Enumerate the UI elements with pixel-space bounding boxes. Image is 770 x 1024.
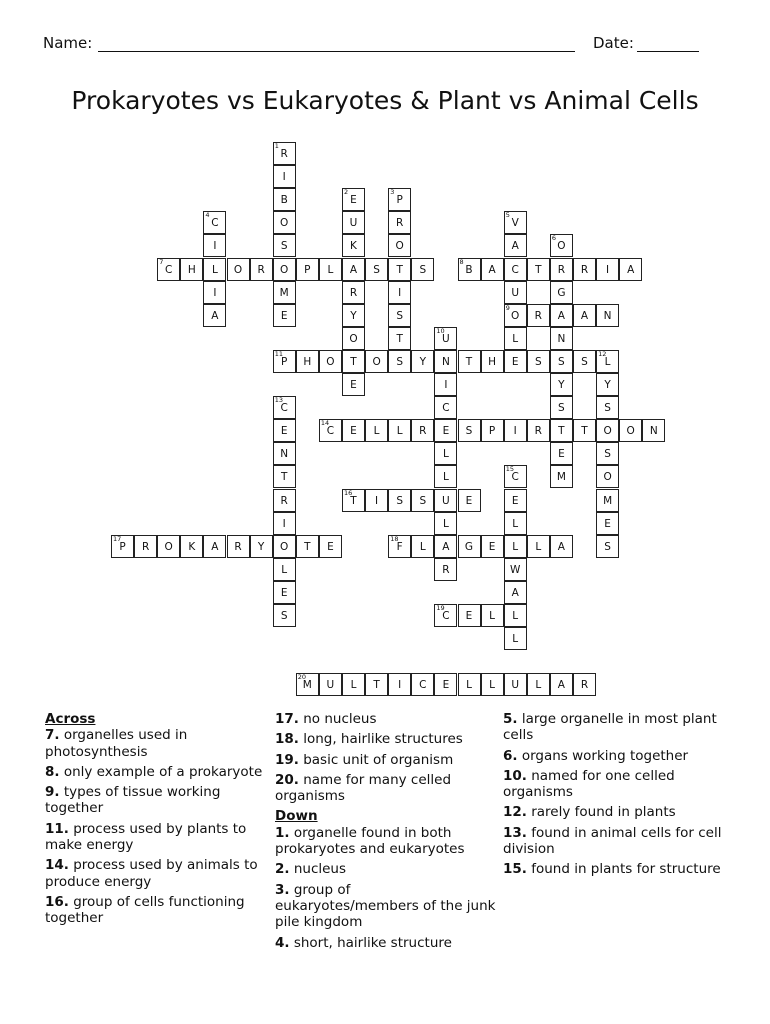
cell-letter: K bbox=[350, 240, 357, 253]
down-clue bbox=[275, 861, 497, 877]
cell-letter: E bbox=[280, 309, 288, 322]
cell-letter: S bbox=[396, 494, 404, 507]
clue-number-label: 13. bbox=[503, 824, 527, 841]
cell-letter: E bbox=[465, 610, 473, 622]
clue-number: 13 bbox=[274, 396, 283, 405]
across-clue bbox=[45, 764, 265, 780]
clue-number-label: 17. bbox=[275, 711, 299, 727]
clue-number-label: 10. bbox=[503, 767, 527, 784]
cell-letter: A bbox=[488, 263, 496, 276]
cell-letter: O bbox=[603, 471, 612, 484]
across-clue bbox=[275, 752, 497, 768]
cell-letter: F bbox=[396, 540, 403, 553]
cell-letter: I bbox=[375, 494, 379, 507]
cell-letter: E bbox=[327, 540, 334, 553]
clue-number-label: 6. bbox=[503, 747, 518, 764]
clue-number: 5 bbox=[505, 211, 510, 220]
cell-letter: L bbox=[512, 633, 519, 646]
cell-letter: C bbox=[511, 471, 519, 484]
clue-text: nucleus bbox=[293, 861, 347, 878]
clue-number: 19 bbox=[436, 604, 445, 612]
cell-letter: R bbox=[557, 263, 566, 276]
cell-letter: C bbox=[211, 217, 219, 230]
clue-text: organelles used in photosynthesis bbox=[45, 727, 188, 760]
cell-letter: O bbox=[233, 263, 243, 276]
clue-number: 7 bbox=[159, 257, 164, 266]
clue-text: found in animal cells for cell division bbox=[503, 824, 722, 858]
clue-text: process used by plants to make energy bbox=[45, 820, 247, 854]
cell-letter: S bbox=[558, 355, 565, 368]
clue-number-label: 9. bbox=[45, 784, 60, 801]
clues-column-3 bbox=[503, 711, 725, 882]
cell-letter: S bbox=[396, 309, 404, 322]
cell-letter: E bbox=[280, 425, 288, 438]
cell-letter: L bbox=[512, 540, 519, 553]
cell-letter: E bbox=[488, 540, 496, 553]
across-clue bbox=[275, 711, 497, 727]
clue-text: organelle found in both prokaryotes and eukaryotes bbox=[275, 824, 465, 858]
cell-letter: R bbox=[257, 263, 265, 276]
cell-letter: T bbox=[465, 355, 473, 368]
cell-letter: U bbox=[326, 679, 335, 692]
clue-number: 16 bbox=[344, 488, 353, 497]
clue-number-label: 14. bbox=[45, 857, 69, 874]
cell-letter: Y bbox=[350, 309, 357, 322]
cell-letter: E bbox=[442, 425, 450, 438]
cell-letter: Y bbox=[257, 540, 265, 553]
cell-letter: S bbox=[373, 263, 380, 276]
cell-letter: P bbox=[396, 194, 403, 207]
cell-letter: C bbox=[326, 425, 335, 438]
cell-letter: S bbox=[581, 355, 588, 368]
cell-letter: O bbox=[280, 263, 289, 276]
clue-number: 8 bbox=[459, 257, 464, 266]
down-clue bbox=[503, 804, 725, 820]
clue-text: named for one celled organisms bbox=[503, 767, 675, 801]
clue-number: 4 bbox=[205, 211, 210, 220]
cell-letter: E bbox=[280, 586, 288, 599]
clue-number: 15 bbox=[505, 465, 514, 474]
across-clue bbox=[275, 772, 497, 805]
cell-letter: L bbox=[466, 679, 472, 692]
cell-letter: E bbox=[604, 517, 611, 530]
cell-letter: W bbox=[509, 563, 521, 576]
cell-letter: I bbox=[606, 263, 610, 276]
cell-letter: T bbox=[373, 679, 380, 692]
clue-text: long, hairlike structures bbox=[303, 731, 463, 748]
cell-letter: Y bbox=[558, 379, 565, 391]
cell-letter: A bbox=[442, 540, 450, 553]
cell-letter: S bbox=[604, 540, 611, 553]
clue-number-label: 7. bbox=[45, 727, 60, 744]
clue-number: 12 bbox=[598, 349, 607, 358]
cell-letter: I bbox=[398, 286, 402, 299]
cell-letter: A bbox=[627, 263, 635, 276]
cell-letter: N bbox=[649, 425, 658, 438]
clue-text: found in plants for structure bbox=[531, 861, 721, 878]
cell-letter: C bbox=[442, 610, 450, 622]
cell-letter: U bbox=[442, 494, 450, 507]
cell-letter: C bbox=[165, 263, 173, 276]
cell-letter: R bbox=[442, 563, 450, 576]
across-clue bbox=[45, 894, 265, 927]
cell-letter: I bbox=[444, 379, 448, 391]
cell-letter: G bbox=[464, 540, 474, 553]
clue-text: process used by animals to produce energy bbox=[45, 857, 258, 890]
cell-letter: R bbox=[580, 679, 589, 692]
cell-letter: L bbox=[489, 610, 496, 622]
cell-letter: O bbox=[280, 217, 289, 230]
cell-letter: S bbox=[280, 610, 288, 622]
cell-letter: L bbox=[396, 425, 403, 438]
clue-number: 20 bbox=[297, 673, 307, 682]
cell-letter: I bbox=[513, 425, 517, 438]
cell-letter: U bbox=[442, 332, 450, 345]
down-clue bbox=[275, 935, 497, 951]
cell-letter: T bbox=[558, 425, 565, 438]
clue-number: 2 bbox=[344, 188, 349, 197]
cell-letter: L bbox=[442, 448, 449, 461]
across-clue bbox=[45, 784, 265, 817]
down-clue bbox=[503, 711, 725, 744]
cell-letter: R bbox=[580, 263, 589, 276]
cell-letter: A bbox=[349, 263, 358, 276]
cell-letter: S bbox=[604, 448, 611, 461]
cell-letter: R bbox=[141, 540, 150, 553]
cell-letter: R bbox=[534, 309, 542, 322]
cell-letter: S bbox=[280, 240, 288, 253]
clue-number: 9 bbox=[505, 303, 510, 312]
cell-letter: L bbox=[604, 355, 611, 368]
clue-number: 1 bbox=[274, 142, 279, 150]
cell-letter: R bbox=[396, 217, 404, 230]
cell-letter: E bbox=[350, 379, 357, 391]
cell-letter: M bbox=[302, 679, 312, 692]
clue-number-label: 20. bbox=[275, 771, 299, 788]
cell-letter: E bbox=[511, 494, 519, 507]
cell-letter: N bbox=[603, 309, 612, 322]
clue-text: short, hairlike structure bbox=[293, 934, 452, 951]
cell-letter: T bbox=[396, 332, 403, 345]
cell-letter: A bbox=[557, 540, 565, 553]
cell-letter: H bbox=[303, 355, 312, 368]
cell-letter: L bbox=[373, 425, 380, 438]
clue-text: group of eukaryotes/members of the junk pile kingdom bbox=[275, 881, 496, 931]
cell-letter: L bbox=[512, 517, 519, 530]
cell-letter: P bbox=[119, 540, 126, 553]
cell-letter: A bbox=[580, 309, 589, 322]
cell-letter: E bbox=[465, 494, 473, 507]
across-clue bbox=[45, 821, 265, 854]
cell-letter: E bbox=[442, 679, 450, 692]
clue-text: no nucleus bbox=[303, 711, 377, 727]
cell-letter: I bbox=[282, 171, 286, 184]
clue-number-label: 15. bbox=[503, 861, 527, 878]
cell-letter: S bbox=[465, 425, 473, 438]
cell-letter: L bbox=[512, 610, 519, 622]
across-clue-list-1 bbox=[45, 727, 265, 926]
cell-letter: C bbox=[442, 402, 450, 415]
cell-letter: E bbox=[558, 448, 565, 461]
cell-letter: S bbox=[419, 263, 427, 276]
cell-letter: L bbox=[327, 263, 334, 276]
cell-letter: O bbox=[603, 425, 612, 438]
cell-letter: O bbox=[626, 425, 635, 438]
cell-letter: P bbox=[488, 425, 496, 438]
cell-letter: O bbox=[557, 240, 566, 253]
cell-letter: Y bbox=[604, 379, 611, 391]
cell-letter: A bbox=[211, 540, 219, 553]
cell-letter: Y bbox=[419, 355, 426, 368]
cell-letter: A bbox=[557, 309, 565, 322]
clue-text: large organelle in most plant cells bbox=[503, 711, 717, 744]
cell-letter: T bbox=[350, 355, 357, 368]
down-clue bbox=[503, 861, 725, 877]
cell-letter: C bbox=[511, 263, 519, 276]
down-clue bbox=[275, 825, 497, 858]
clues-column-1 bbox=[45, 711, 265, 931]
cell-letter: S bbox=[558, 402, 565, 415]
cell-letter: P bbox=[281, 355, 288, 368]
cell-letter: B bbox=[465, 263, 473, 276]
cell-letter: M bbox=[556, 471, 566, 484]
cell-letter: V bbox=[511, 217, 519, 230]
cell-letter: R bbox=[419, 425, 427, 438]
cell-letter: L bbox=[442, 471, 449, 484]
clue-number: 17 bbox=[113, 534, 122, 543]
cell-letter: K bbox=[188, 540, 196, 553]
cell-letter: R bbox=[280, 494, 288, 507]
cell-letter: L bbox=[535, 679, 542, 692]
down-clue bbox=[275, 882, 497, 931]
cell-letter: O bbox=[326, 355, 335, 368]
clue-number-label: 3. bbox=[275, 881, 290, 898]
cell-letter: E bbox=[350, 425, 357, 438]
cell-letter: S bbox=[396, 355, 404, 368]
cell-letter: E bbox=[350, 194, 357, 207]
cell-letter: N bbox=[280, 448, 289, 461]
clue-text: types of tissue working together bbox=[45, 784, 221, 817]
cell-letter: U bbox=[349, 217, 358, 230]
clue-number: 18 bbox=[390, 534, 399, 543]
cell-letter: A bbox=[211, 309, 219, 322]
cell-letter: L bbox=[281, 563, 288, 576]
across-clue bbox=[45, 857, 265, 890]
clue-number-label: 8. bbox=[45, 763, 60, 780]
down-clue bbox=[503, 825, 725, 858]
clue-number-label: 2. bbox=[275, 861, 290, 878]
cell-letter: C bbox=[280, 402, 288, 415]
clue-text: rarely found in plants bbox=[531, 804, 676, 821]
down-heading: Down bbox=[275, 808, 318, 825]
cell-letter: A bbox=[511, 586, 519, 599]
cell-letter: L bbox=[489, 679, 496, 692]
cell-letter: T bbox=[304, 540, 311, 553]
cell-letter: R bbox=[234, 540, 242, 553]
cell-letter: T bbox=[350, 494, 357, 507]
cell-letter: O bbox=[349, 332, 358, 345]
clue-text: organs working together bbox=[521, 747, 689, 764]
down-clue bbox=[503, 768, 725, 801]
cell-letter: T bbox=[535, 263, 542, 276]
clue-number: 3 bbox=[390, 188, 395, 197]
cell-letter: I bbox=[213, 240, 217, 253]
clue-text: basic unit of organism bbox=[303, 751, 454, 768]
cell-letter: B bbox=[280, 194, 288, 207]
cell-letter: G bbox=[557, 286, 566, 299]
cell-letter: H bbox=[488, 355, 497, 368]
clue-number-label: 12. bbox=[503, 804, 527, 821]
cell-letter: L bbox=[350, 679, 357, 692]
down-clue-list-1 bbox=[275, 825, 497, 951]
cell-letter: M bbox=[603, 494, 613, 507]
cell-letter: U bbox=[511, 286, 520, 299]
cell-letter: A bbox=[557, 679, 565, 692]
cell-letter: L bbox=[442, 517, 449, 530]
cell-letter: L bbox=[211, 263, 218, 276]
clue-text: group of cells functioning together bbox=[45, 893, 245, 927]
clue-number: 10 bbox=[436, 326, 445, 335]
cell-letter: H bbox=[187, 263, 196, 276]
clue-number-label: 5. bbox=[503, 711, 518, 727]
clue-number-label: 1. bbox=[275, 824, 290, 841]
clue-number: 11 bbox=[274, 349, 283, 358]
cell-letter: S bbox=[534, 355, 542, 368]
cell-letter: O bbox=[280, 540, 289, 553]
clue-number-label: 16. bbox=[45, 893, 69, 910]
cell-letter: O bbox=[372, 355, 381, 368]
cell-letter: I bbox=[398, 679, 402, 692]
cell-letter: L bbox=[535, 540, 542, 553]
cell-letter: R bbox=[349, 286, 358, 299]
cell-letter: R bbox=[534, 425, 542, 438]
date-label: Date: bbox=[593, 34, 634, 52]
cell-letter: A bbox=[511, 240, 519, 253]
cell-letter: I bbox=[213, 286, 217, 299]
cell-letter: L bbox=[419, 540, 426, 553]
cell-letter: P bbox=[304, 263, 311, 276]
across-clue-list-2 bbox=[275, 711, 497, 804]
down-clue bbox=[503, 748, 725, 764]
cell-letter: C bbox=[419, 679, 427, 692]
down-clue-list-2 bbox=[503, 711, 725, 878]
clue-number-label: 19. bbox=[275, 751, 299, 768]
clue-number-label: 18. bbox=[275, 731, 299, 748]
cell-letter: T bbox=[396, 263, 403, 276]
clue-number: 14 bbox=[320, 419, 330, 428]
across-clue bbox=[275, 731, 497, 747]
across-heading: Across bbox=[45, 711, 96, 727]
clue-number: 6 bbox=[551, 234, 557, 243]
cell-letter: T bbox=[280, 471, 288, 484]
clue-text: only example of a prokaryote bbox=[63, 763, 263, 780]
clue-number-label: 11. bbox=[45, 820, 69, 837]
cell-letter: U bbox=[511, 679, 520, 692]
cell-letter: I bbox=[282, 517, 286, 530]
cell-letter: N bbox=[557, 332, 566, 345]
cell-letter: N bbox=[441, 355, 450, 368]
cell-letter: E bbox=[511, 355, 519, 368]
cell-letter: S bbox=[604, 402, 611, 415]
across-clue bbox=[45, 727, 265, 760]
name-label: Name: bbox=[43, 34, 93, 52]
cell-letter: O bbox=[511, 309, 520, 322]
clues-column-2 bbox=[275, 711, 497, 955]
cell-letter: T bbox=[581, 425, 588, 438]
clue-text: name for many celled organisms bbox=[275, 771, 452, 805]
clue-number-label: 4. bbox=[275, 934, 290, 951]
cell-letter: M bbox=[279, 286, 289, 299]
cell-letter: R bbox=[280, 148, 288, 160]
page-title: Prokaryotes vs Eukaryotes & Plant vs Animal Cells bbox=[71, 86, 699, 115]
cell-letter: S bbox=[419, 494, 427, 507]
cell-letter: L bbox=[512, 332, 519, 345]
cell-letter: O bbox=[164, 540, 173, 553]
cell-letter: O bbox=[395, 240, 404, 253]
